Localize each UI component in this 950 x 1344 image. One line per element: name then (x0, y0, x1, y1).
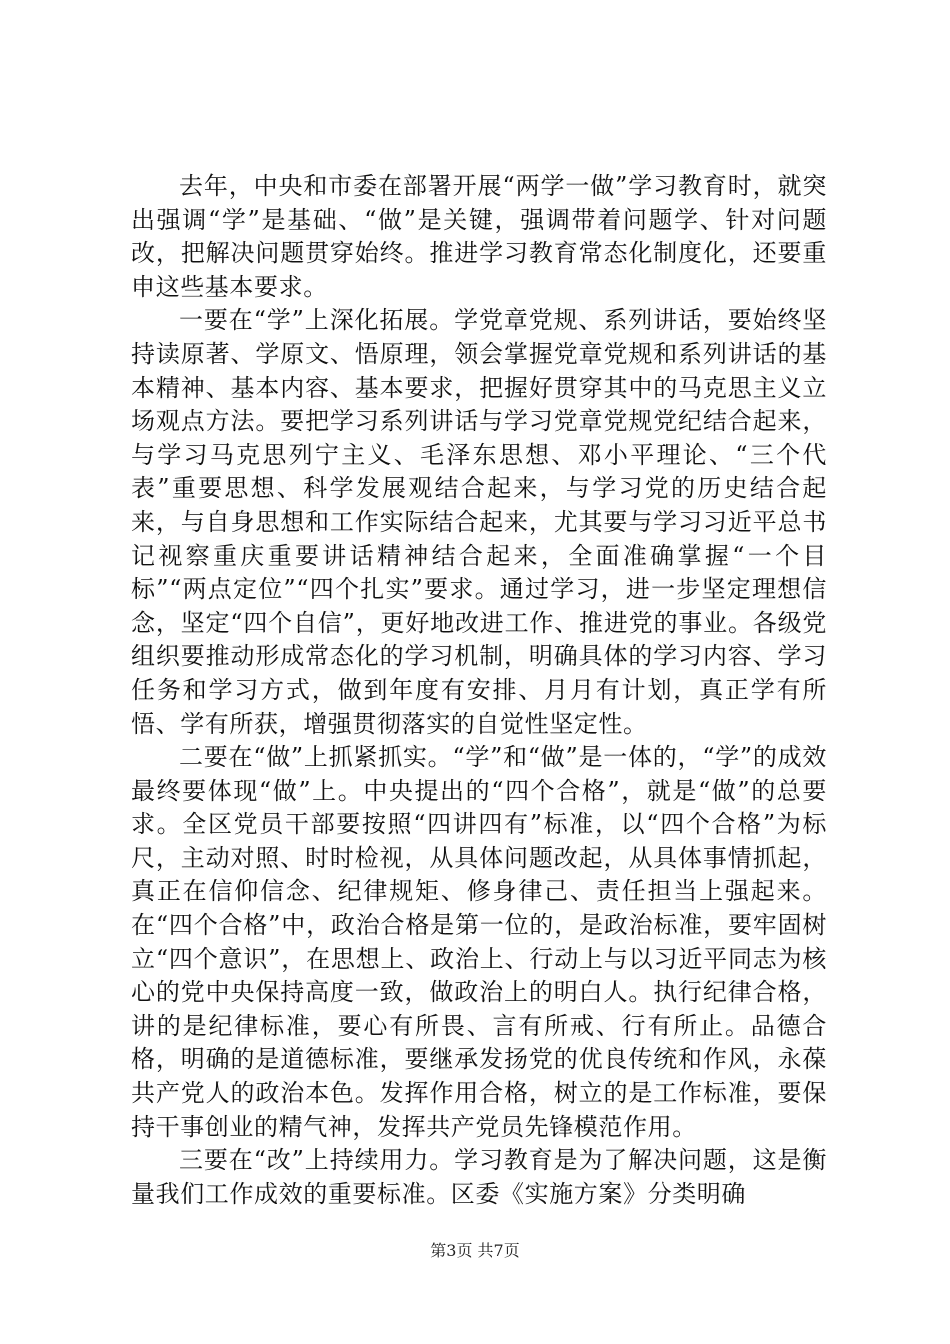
document-body (131, 170, 827, 1211)
paragraph-do: 二要在“做”上抓紧抓实。“学”和“做”是一体的，“学”的成效最终要体现“做”上。中央提出的“四个合格”，就是“做”的总要求。全区党员干部要按照“四讲四有”标准，以“四个合格”为标尺，主动对照、时时检视，从具体问题改起，从具体事情抓起，真正在信仰信念、纪律规矩、修身律己、责任担当上强起来。在“四个合格”中，政治合格是第一位的，是政治标准，要牢固树立“四个意识”，在思想上、政治上、行动上与以习近平同志为核心的党中央保持高度一致，做政治上的明白人。执行纪律合格，讲的是纪律标准，要心有所畏、言有所戒、行有所止。品德合格，明确的是道德标准，要继承发扬党的优良传统和作风，永葆共产党人的政治本色。发挥作用合格，树立的是工作标准，要保持干事创业的精气神，发挥共产党员先锋模范作用。 (131, 743, 827, 1141)
paragraph-reform: 三要在“改”上持续用力。学习教育是为了解决问题，这是衡量我们工作成效的重要标准。区委《实施方案》分类明确 (131, 1146, 827, 1208)
paragraph-study: 一要在“学”上深化拓展。学党章党规、系列讲话，要始终坚持读原著、学原文、悟原理，领会掌握党章党规和系列讲话的基本精神、基本内容、基本要求，把握好贯穿其中的马克思主义立场观点方法。要把学习系列讲话与学习党章党规党纪结合起来，与学习马克思列宁主义、毛泽东思想、邓小平理论、“三个代表”重要思想、科学发展观结合起来，与学习党的历史结合起来，与自身思想和工作实际结合起来，尤其要与学习习近平总书记视察重庆重要讲话精神结合起来，全面准确掌握“一个目标”“两点定位”“四个扎实”要求。通过学习，进一步坚定理想信念，坚定“四个自信”，更好地改进工作、推进党的事业。各级党组织要推动形成常态化的学习机制，明确具体的学习内容、学习任务和学习方式，做到年度有安排、月月有计划，真正学有所悟、学有所获，增强贯彻落实的自觉性坚定性。 (131, 306, 827, 738)
paragraph-intro: 去年，中央和市委在部署开展“两学一做”学习教育时，就突出强调“学”是基础、“做”是关键，强调带着问题学、针对问题改，把解决问题贯穿始终。推进学习教育常态化制度化，还要重申这些基本要求。 (131, 172, 827, 301)
page-number-footer: 第3页 共7页 (430, 1241, 520, 1260)
